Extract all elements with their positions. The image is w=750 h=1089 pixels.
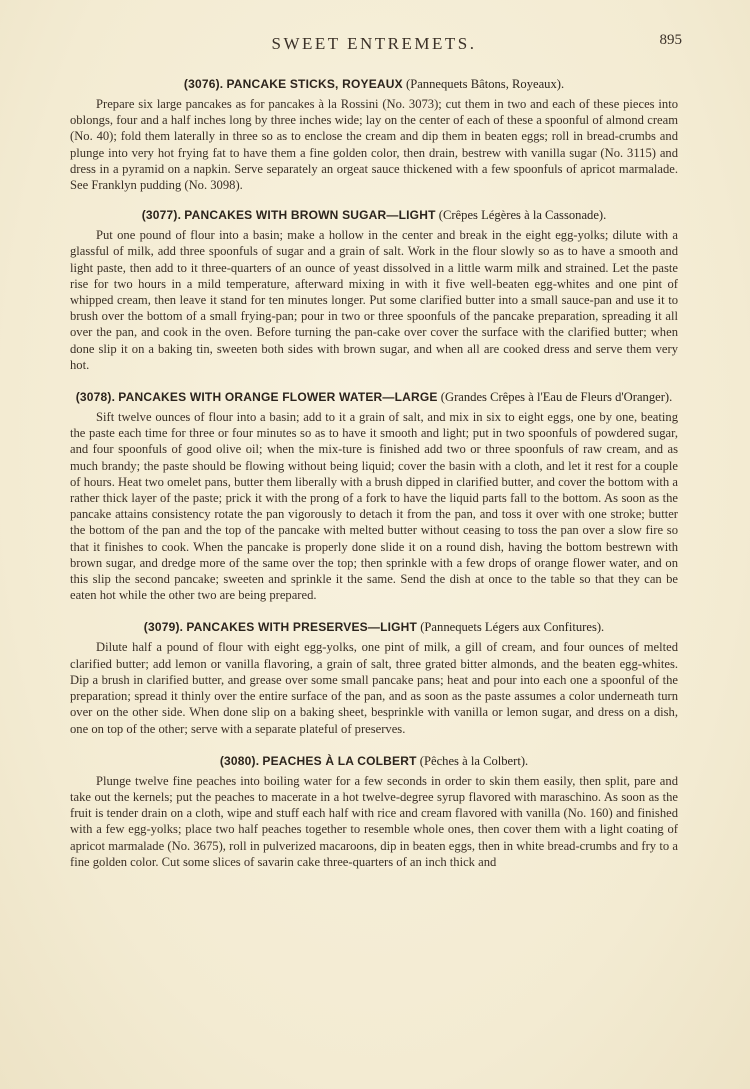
recipe-french-title: (Pannequets Légers aux Confitures). xyxy=(420,620,605,635)
recipe-french-title: (Pannequets Bâtons, Royeaux). xyxy=(406,77,565,91)
recipe-3079 xyxy=(70,619,678,736)
recipe-3077 xyxy=(70,207,678,373)
recipe-number: (3079). xyxy=(143,620,184,635)
recipe-3080 xyxy=(70,753,678,870)
recipe-body: Plunge twelve fine peaches into boiling water for a few seconds in order to skin them easily, then split, pare and take out the kernels; put the peaches to macerate in a hot twelve-degree syrup flavored with maraschino. As soon as the fruit is tender drain on a cloth, wipe and stuff each half with rice and cream flavored with vanilla (No. 160) and finished with a few egg-yolks; place two half peaches together to resemble whole ones, then cover them with a light coating of apricot marmalade (No. 3675), roll in pulverized macaroons, dip in beaten eggs, then in white bread-crumbs and fry to a fine golden color. Cut some slices of savarin cake three-quarters of an inch thick and xyxy=(70,773,678,869)
recipe-heading xyxy=(70,207,678,224)
recipe-title: PANCAKES WITH BROWN SUGAR—LIGHT xyxy=(184,208,436,223)
recipe-3078 xyxy=(70,389,678,603)
recipe-heading xyxy=(70,753,678,770)
recipe-title: PANCAKES WITH ORANGE FLOWER WATER—LARGE xyxy=(118,390,438,405)
recipe-title: PANCAKES WITH PRESERVES—LIGHT xyxy=(186,620,418,635)
recipe-heading xyxy=(70,389,678,406)
recipe-title: PEACHES À LA COLBERT xyxy=(262,753,417,768)
recipe-french-title: (Crêpes Légères à la Cassonade). xyxy=(438,208,607,223)
recipe-body: Prepare six large pancakes as for pancakes à la Rossini (No. 3073); cut them in two and each of these pieces into oblongs, four and a half inches long by three inches wide; lay on the center of each of these a spoonful of almond cream (No. 40); fold them laterally in three so as to enclose the cream and dip them in beaten eggs; roll in bread-crumbs and plunge into very hot frying fat to have them a fine golden color, then drain, bestrew with vanilla sugar (No. 3115) and dress in a pyramid on a napkin. Serve separately an orgeat sauce thickened with a few spoonfuls of apricot marmalade. See Franklyn pudding (No. 3098). xyxy=(70,97,678,193)
recipe-body: Put one pound of flour into a basin; make a hollow in the center and break in the eight egg-yolks; dilute with a glassful of milk, add three spoonfuls of sugar and a grain of salt. Work in the flour slowly so as to have a smooth and light paste, then add to it three-quarters of an ounce of yeast dissolved in a little warm milk and strained. Let the paste rise for two hours in a mild temperature, afterward mixing in with it five well-beaten egg-whites and one pint of whipped cream, then leave it stand for ten minutes longer. Put some clarified butter into a small sauce-pan and use it to brush over the bottom of a small frying-pan; pour in two or three spoonfuls of the pancake preparation, spreading it all over the pan, and cook in the oven. Before turning the pan-cake over cover the surface with the clarified butter; when done slip it on a baking tin, sweeten both sides with brown sugar, and when all are cooked dress and serve them very hot. xyxy=(70,228,678,372)
recipe-heading xyxy=(70,619,678,636)
recipe-number: (3078). xyxy=(75,390,116,405)
recipe-number: (3080). xyxy=(219,753,260,768)
recipe-title: PANCAKE STICKS, ROYEAUX xyxy=(226,77,403,91)
recipe-body: Sift twelve ounces of flour into a basin; add to it a grain of salt, and mix in six to eight eggs, one by one, beating the paste each time for three or four minutes so as to have it smooth and light; put in two spoonfuls of powdered sugar, and four spoonfuls of good olive oil; when the mix-ture is finished add two or three spoonfuls of raw cream, and as much brandy; the paste should be flowing without being liquid; cover the basin with a cloth, and let it rest for a couple of hours. Heat two omelet pans, butter them liberally with a brush dipped in clarified butter, and cover the bottom with a rather thick layer of the paste; prick it with the prong of a fork to have the liquid parts fall to the bottom. As soon as the pancake attains consistency rotate the pan vigorously to detach it from the pan, and toss it over with one stroke; butter the bottom of the pan and the top of the pancake with melted butter without ceasing to toss the pan over a slow fire so that it finishes to cook. When the pancake is properly done slide it on a round dish, having the bottom bestrewn with brown sugar, and dredge more of the same over the top; then sprinkle with a few drops of orange flower water, and on this slip the second pancake; sweeten and sprinkle it the same. Send the dish at once to the table so that they can be eaten hot while the other two are being prepared. xyxy=(70,410,678,603)
page-number: 895 xyxy=(659,32,682,48)
recipe-number: (3077). xyxy=(141,208,182,223)
recipe-number: (3076). xyxy=(183,77,224,91)
running-head xyxy=(70,30,682,64)
recipe-french-title: (Pêches à la Colbert). xyxy=(419,753,529,768)
recipe-french-title: (Grandes Crêpes à l'Eau de Fleurs d'Oranger). xyxy=(440,390,673,405)
recipe-heading xyxy=(70,76,678,93)
recipe-body: Dilute half a pound of flour with eight egg-yolks, one pint of milk, a gill of cream, and four ounces of melted clarified butter; add lemon or vanilla flavoring, a grain of salt, three grated bitter almonds, and the beaten egg-whites. Dip a brush in clarified butter, and grease over some small pancake pans; heat and pour into each one a spoonful of the preparation; spread it thinly over the entire surface of the pan, and as soon as the paste assumes a color underneath turn over on the other side. When done slip on a baking sheet, besprinkle with vanilla or lemon sugar, and dress on a dish, one on top of the other; serve with a separate plateful of preserves. xyxy=(70,640,678,736)
recipe-3076 xyxy=(70,76,678,193)
running-title: SWEET ENTREMETS. xyxy=(271,34,477,53)
